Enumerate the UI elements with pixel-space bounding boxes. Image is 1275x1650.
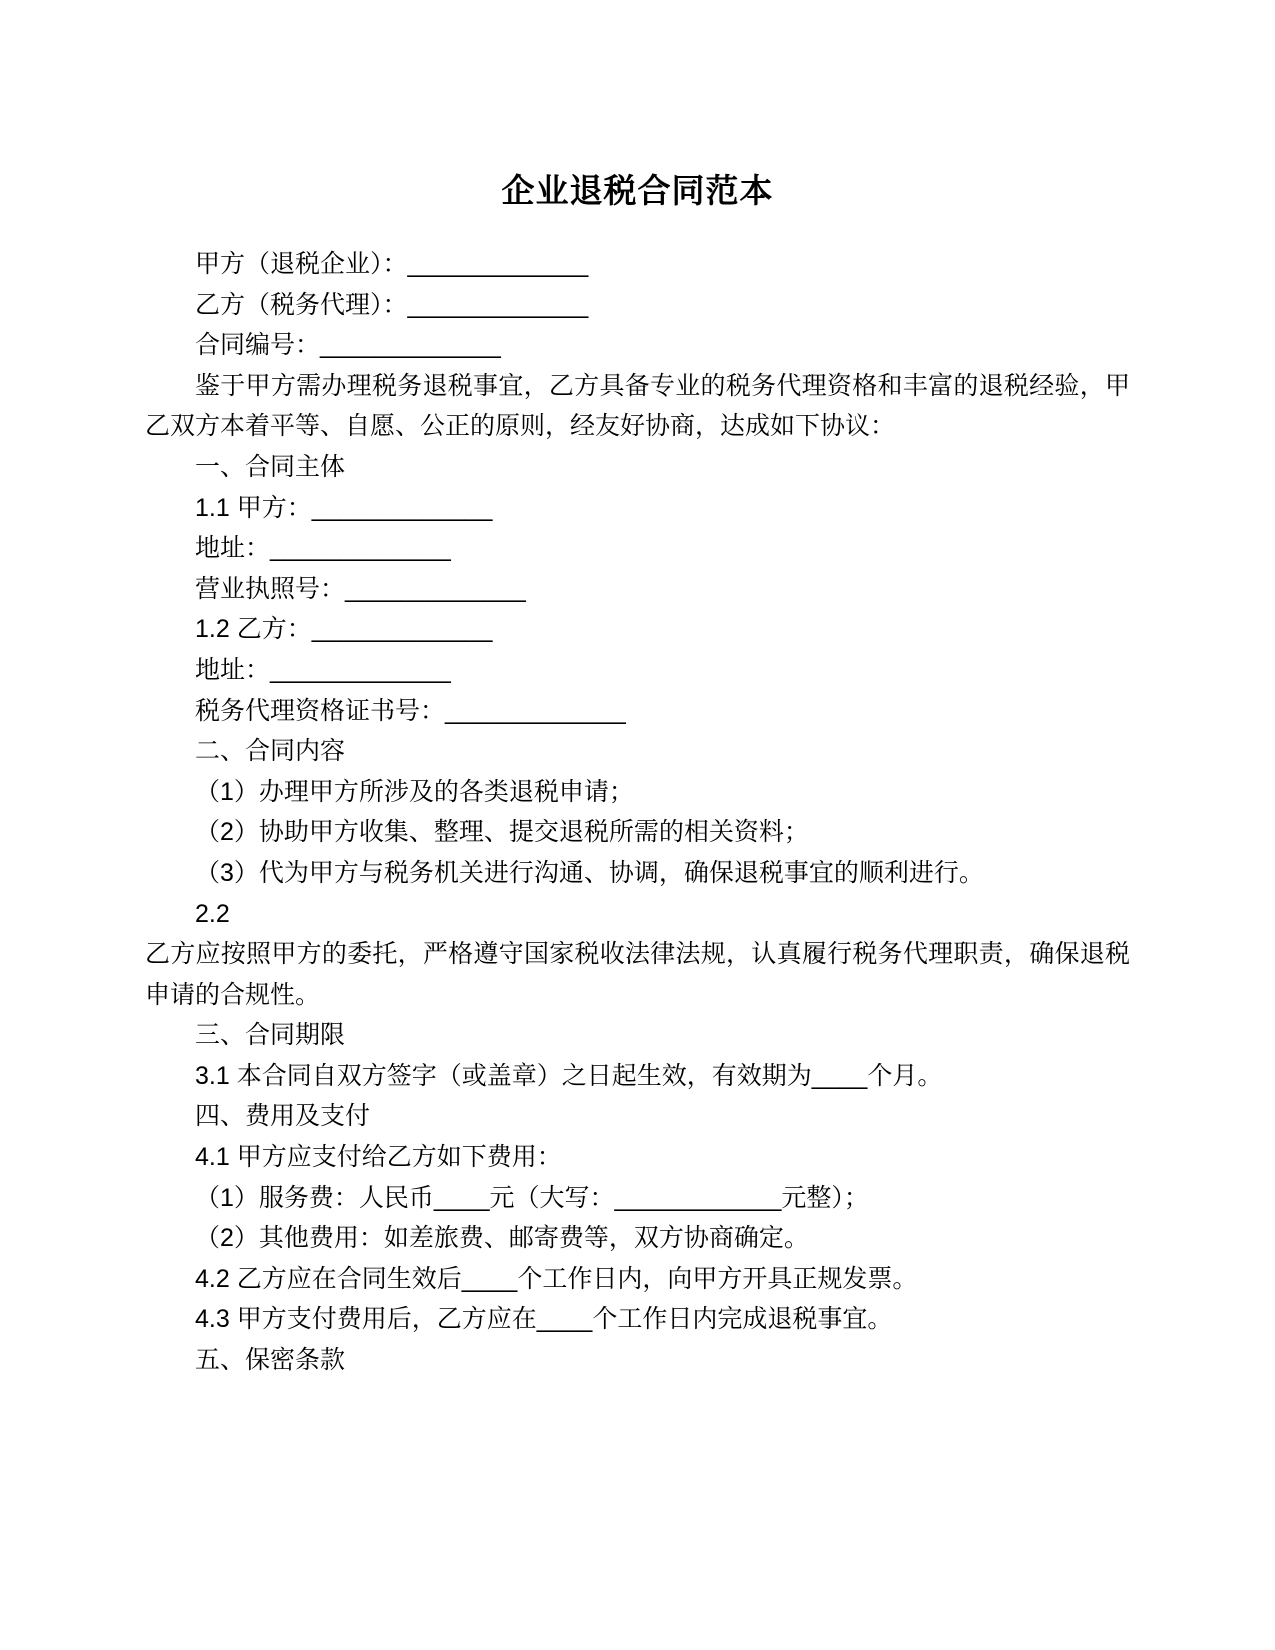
party-b-address-line: 地址：_____________	[195, 655, 451, 684]
preamble-paragraph: 鉴于甲方需办理税务退税事宜，乙方具备专业的税务代理资格和丰富的退税经验，甲乙双方本着平等、自愿、公正的原则，经友好协商，达成如下协议：	[145, 371, 1130, 441]
contract-number-line: 合同编号：_____________	[195, 331, 501, 360]
clause-4-2: 4.2 乙方应在合同生效后____个工作日内，向甲方开具正规发票。	[195, 1264, 918, 1293]
clause-3-1: 3.1 本合同自双方签字（或盖章）之日起生效，有效期为____个月。	[195, 1061, 943, 1090]
clause-4-1: 4.1 甲方应支付给乙方如下费用：	[195, 1143, 562, 1172]
business-license-line: 营业执照号：_____________	[195, 574, 526, 603]
section-1-heading: 一、合同主体	[195, 452, 346, 481]
clause-2-2-number: 2.2	[195, 899, 230, 928]
party-b-line: 乙方（税务代理）：_____________	[195, 290, 589, 319]
clause-4-3: 4.3 甲方支付费用后，乙方应在____个工作日内完成退税事宜。	[195, 1305, 893, 1334]
service-item-2: （2）协助甲方收集、整理、提交退税所需的相关资料；	[195, 818, 809, 847]
party-a-line: 甲方（退税企业）：_____________	[195, 250, 589, 278]
fee-item-service: （1）服务费：人民币____元（大写：____________元整）；	[195, 1183, 869, 1212]
clause-1-1-party-a: 1.1 甲方：_____________	[195, 493, 493, 522]
section-4-heading: 四、费用及支付	[195, 1102, 371, 1131]
clause-1-2-party-b: 1.2 乙方：_____________	[195, 615, 493, 644]
fee-item-other: （2）其他费用：如差旅费、邮寄费等，双方协商确定。	[195, 1224, 809, 1253]
section-5-heading: 五、保密条款	[195, 1346, 346, 1375]
section-3-heading: 三、合同期限	[195, 1021, 346, 1050]
section-2-heading: 二、合同内容	[195, 737, 346, 766]
service-item-1: （1）办理甲方所涉及的各类退税申请；	[195, 777, 634, 806]
party-a-address-line: 地址：_____________	[195, 534, 451, 563]
service-item-3: （3）代为甲方与税务机关进行沟通、协调，确保退税事宜的顺利进行。	[195, 858, 984, 887]
clause-2-2-text: 乙方应按照甲方的委托，严格遵守国家税收法律法规，认真履行税务代理职责，确保退税申请的合规性。	[145, 940, 1130, 1009]
document-title: 企业退税合同范本	[501, 172, 774, 209]
tax-agent-cert-line: 税务代理资格证书号：_____________	[195, 696, 626, 725]
